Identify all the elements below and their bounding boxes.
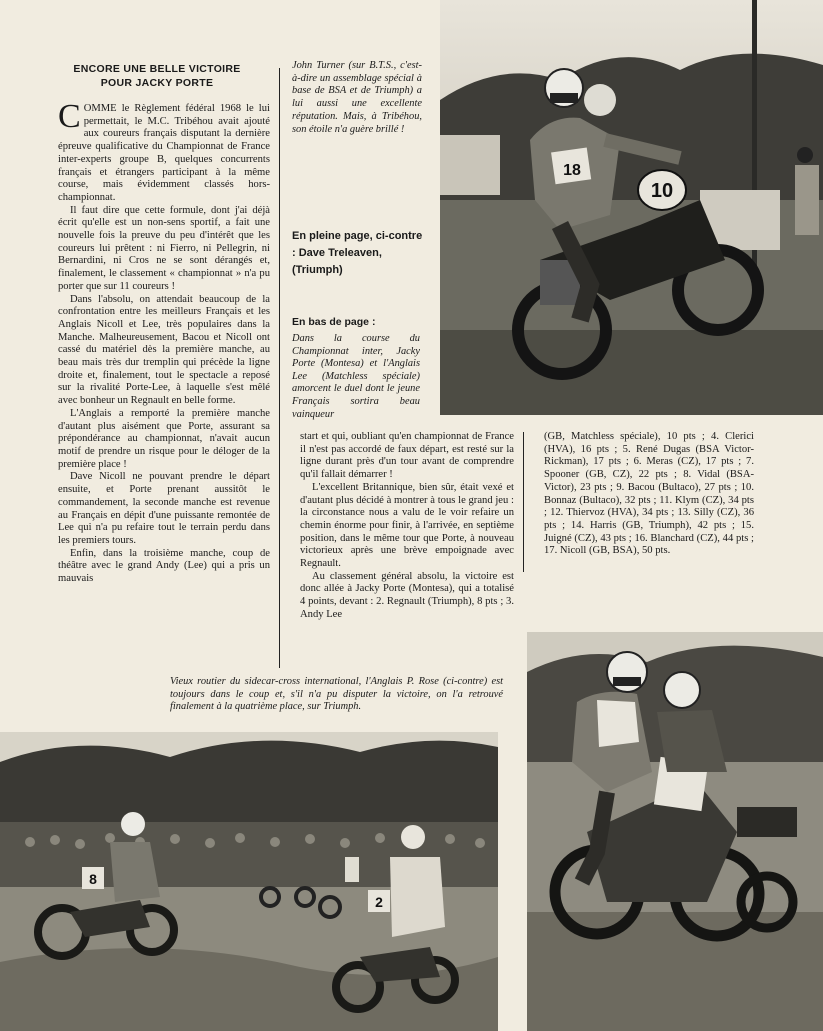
paragraph-1: OMME le Règlement fédéral 1968 le lui permettait, le M.C. Tribéhou avait ajouté aux coureurs français disputant la dernière épreuve qualificative du Championnat de France inter-experts groupe B, quelques concurrents français et étrangers participant à la même course, mais évidemment classés hors-championnat.	[58, 103, 270, 203]
rider-bib-18: 18	[563, 162, 581, 179]
article-column-3	[544, 431, 754, 581]
headline-line2: POUR JACKY PORTE	[100, 77, 214, 89]
caption-treleaven: En pleine page, ci-contre : Dave Treleaven, (Triumph)	[292, 230, 423, 276]
col2-paragraph-3: Au classement général absolu, la victoire est donc allée à Jacky Porte (Montesa), qui a totalisé 4 points, devant : 2. Regnault (Triumph), 8 pts ; 3. Andy Lee	[300, 570, 514, 620]
paragraph-2: Il faut dire que cette formule, dont j'ai déjà écrit qu'elle est un non-sens sportif, a fait une nouvelle fois la preuve du peu d'intérêt que les coureurs lui prêtent : ni Fierro, ni Pellegrin, ni Bernardini, ni Cros ne se sont dérangés et, finalement, le classement « championnat » n'a pu porter que sur 11 coureurs !	[58, 204, 270, 292]
paragraph-6: Enfin, dans la troisième manche, coup de théâtre avec le grand Andy (Lee) qui a pris un mauvais	[58, 547, 270, 585]
photo-jacky-porte-lee	[0, 732, 498, 1031]
photo-treleaven	[440, 0, 823, 415]
column-rule-2	[523, 432, 524, 572]
paragraph-5: Dave Nicoll ne pouvant prendre le départ ensuite, et Porte prenant aussitôt le commandement, la seconde manche est revenue au Français en dépit d'une puissante remontée de Lee qui n'a pu refaire tout le terrain perdu dans les premiers tours.	[58, 471, 270, 546]
bike-number-2: 2	[375, 894, 383, 910]
col2-paragraph-1: start et qui, oubliant qu'en championnat de France il n'est pas accordé de faux départ, est resté sur la ligne durant près d'un tour avant de comprendre qu'il fallait démarrer !	[300, 431, 514, 481]
caption-bas-text: Dans la course du Championnat inter, Jacky Porte (Montesa) et l'Anglais Lee (Matchless spéciale) amorcent le duel dont le jeune Français sortira beau vainqueur	[292, 333, 420, 420]
photo-sidecar-rose	[527, 632, 823, 1031]
paragraph-3: Dans l'absolu, on attendait beaucoup de la confrontation entre les meilleurs Français et les Anglais Nicoll et Lee, très populaires dans la Manche. Malheureusement, Bacou et Nicoll ont cassé du matériel dès la première manche, au beau mais très dur tremplin qui précède la ligne droite et, finalement, tout le spectacle a reposé sur la rivalité Porte-Lee, à laquelle s'est mêlé avec bonheur un Regnault en belle forme.	[58, 293, 270, 407]
caption-turner: John Turner (sur B.T.S., c'est-à-dire un assemblage spécial à base de BSA et de Triumph) a lui aussi une excellente réputation. Mais, à Tribéhou, son étoile n'a guère brillé !	[292, 60, 422, 135]
dropcap: C	[58, 98, 81, 135]
bike-number-10: 10	[650, 180, 674, 202]
paragraph-4: L'Anglais a remporté la première manche d'autant plus aisément que Porte, assurant sa prépondérance au championnat, n'avait aucun motif de prendre un risque pour le déloger de la première place !	[58, 407, 270, 470]
bike-number-8: 8	[89, 871, 97, 887]
caption-bas-heading: En bas de page :	[292, 316, 376, 328]
column-rule-1	[279, 68, 280, 668]
article-column-2	[300, 431, 514, 666]
results-text: (GB, Matchless spéciale), 10 pts ; 4. Clerici (HVA), 16 pts ; 5. René Dugas (BSA Victor-Rickman), 17 pts ; 6. Meras (CZ), 17 pts ; 7. Spooner (GB, CZ), 22 pts ; 8. Vidal (BSA-Victor), 23 pts ; 9. Bacou (Bultaco), 27 pts ; 10. Bonnaz (Bultaco), 32 pts ; 11. Klym (CZ), 34 pts ; 12. Thiervoz (HVA), 34 pts ; 13. Silly (CZ), 36 pts ; 14. Harris (GB, Triumph), 42 pts ; 15. Juigné (CZ), 43 pts ; 16. Blanchard (CZ), 44 pts ; 17. Nicoll (GB, BSA), 50 pts.	[544, 431, 754, 557]
col2-paragraph-2: L'excellent Britannique, bien sûr, était vexé et d'autant plus décidé à montrer à tous le grand jeu : la circonstance nous a valu de le voir refaire un chemin énorme pour finir, à l'arrivée, en septième position, dans le même tour que Porte, à nouveau victorieux après une brève empoignade avec Regnault.	[300, 481, 514, 570]
headline	[52, 62, 262, 90]
article-column-1	[58, 98, 270, 673]
caption-rose: Vieux routier du sidecar-cross international, l'Anglais P. Rose (ci-contre) est toujours dans le coup et, s'il n'a pu disputer la victoire, on l'a retrouvé finalement à la quatrième place, sur Triumph.	[170, 676, 503, 713]
headline-line1: ENCORE UNE BELLE VICTOIRE	[73, 63, 241, 75]
